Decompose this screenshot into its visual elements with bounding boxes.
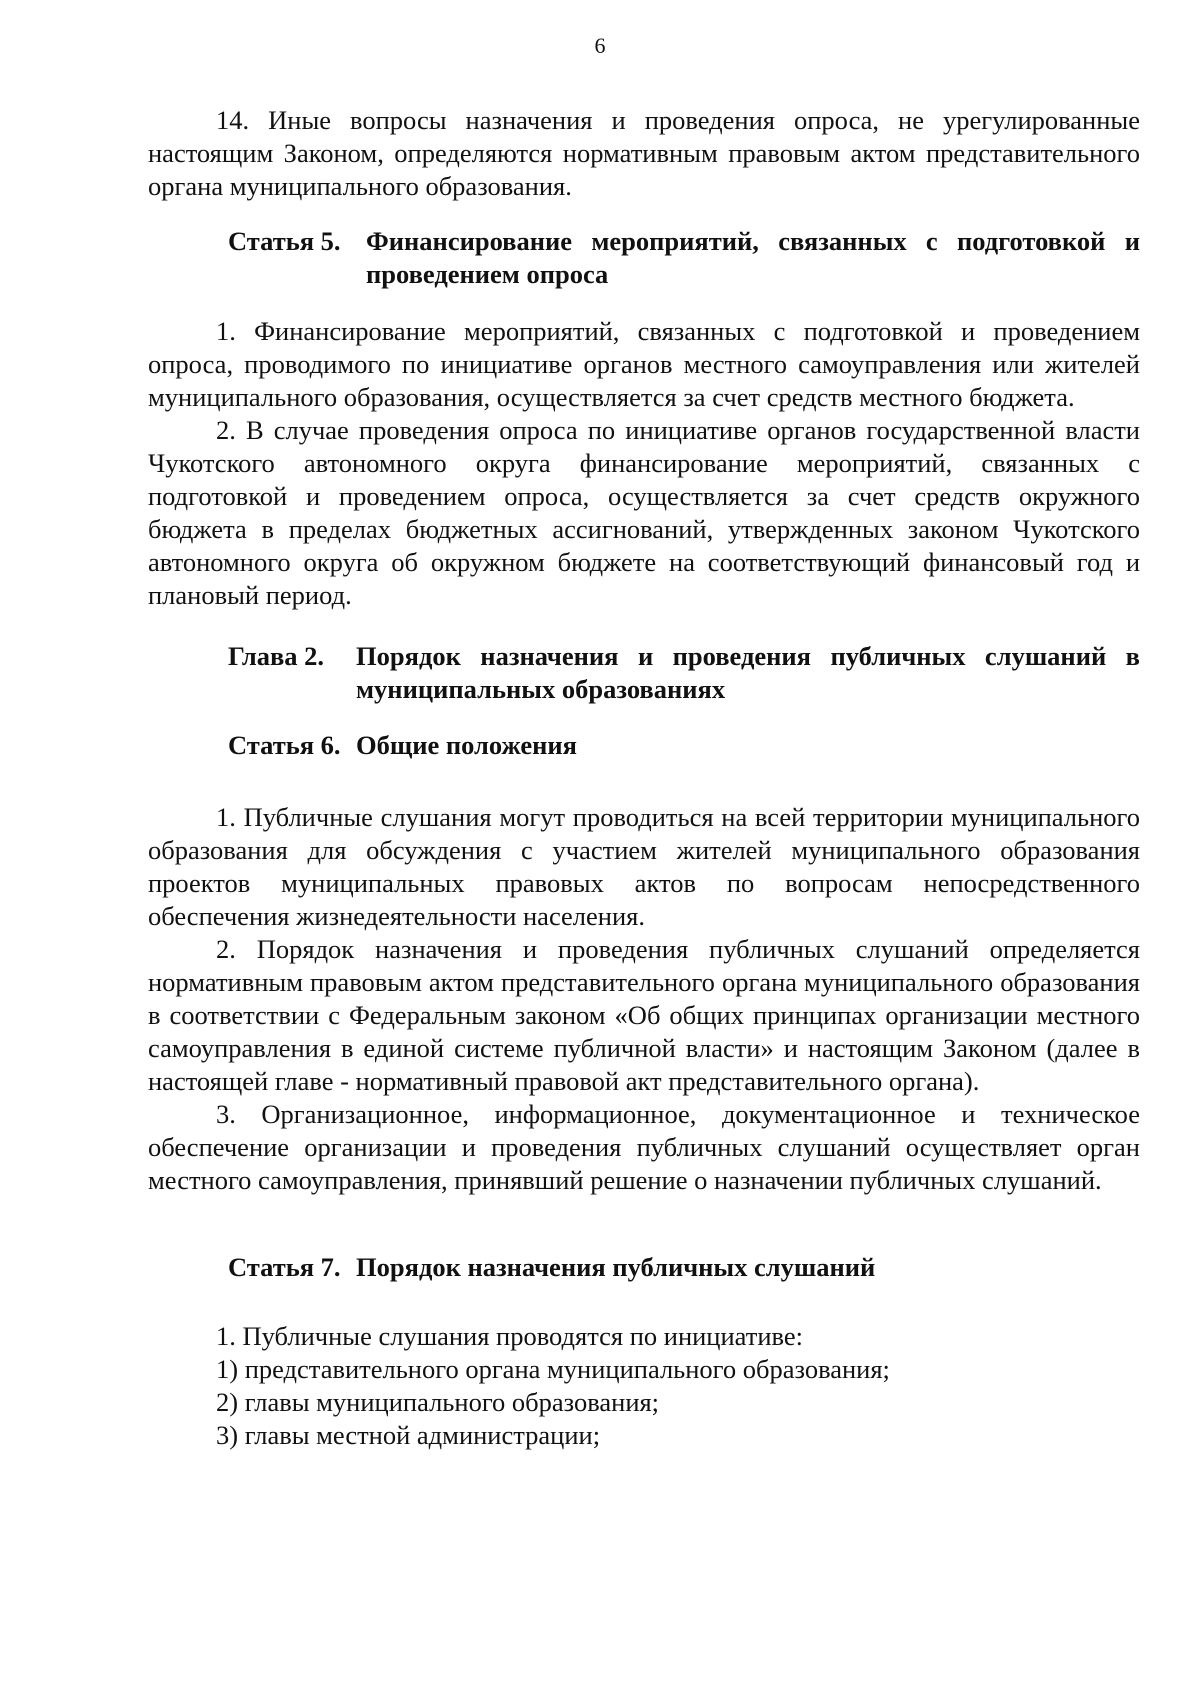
article-5-number: Статья 5.: [228, 226, 341, 256]
article-7-body: [148, 1320, 1140, 1452]
article-7-list-item: 3) главы местной администрации;: [216, 1420, 601, 1450]
article-7-list-item: 1) представительного органа муниципального образования;: [216, 1354, 890, 1384]
article-7-title: Порядок назначения публичных слушаний: [356, 1252, 876, 1282]
article-6-title: Общие положения: [356, 730, 578, 760]
article-6-paragraph-2: 2. Порядок назначения и проведения публичных слушаний определяется нормативным правовым актом представительного органа муниципального образования в соответствии с Федеральным законом «Об общих принципах организации местного самоуправления в единой системе публичной власти» и настоящим Законом (далее в настоящей главе - нормативный правовой акт представительного органа).: [148, 934, 1140, 1096]
article-6-heading: [228, 729, 1140, 762]
article-5-paragraph-1: 1. Финансирование мероприятий, связанных с подготовкой и проведением опроса, проводимого по инициативе органов местного самоуправления или жителей муниципального образования, осуществляется за счет средств местного бюджета.: [148, 316, 1140, 412]
chapter-2-heading: [228, 640, 1140, 706]
article-5-heading: [228, 225, 1140, 291]
article-6-body: [148, 801, 1140, 1197]
item-14-paragraph: 14. Иные вопросы назначения и проведения опроса, не урегулированные настоящим Законом, определяются нормативным правовым актом представительного органа муниципального образования.: [148, 105, 1140, 201]
article-6-paragraph-3: 3. Организационное, информационное, документационное и техническое обеспечение организации и проведения публичных слушаний осуществляет орган местного самоуправления, принявший решение о назначении публичных слушаний.: [148, 1099, 1140, 1195]
article-5-body: [148, 315, 1140, 612]
page-number: 6: [594, 33, 606, 58]
article-5-title: Финансирование мероприятий, связанных с подготовкой и проведением опроса: [366, 226, 1140, 289]
article-7-heading: [228, 1251, 1140, 1284]
article-7-number: Статья 7.: [228, 1252, 341, 1282]
article-6-paragraph-1: 1. Публичные слушания могут проводиться на всей территории муниципального образования для обсуждения с участием жителей муниципального образования проектов муниципальных правовых актов по вопросам непосредственного обеспечения жизнедеятельности населения.: [148, 802, 1140, 931]
chapter-2-number: Глава 2.: [228, 641, 325, 671]
article-7-list-item: 2) главы муниципального образования;: [216, 1387, 660, 1417]
article-5-paragraph-2: 2. В случае проведения опроса по инициативе органов государственной власти Чукотского автономного округа финансирование мероприятий, связанных с подготовкой и проведением опроса, осуществляется за счет средств окружного бюджета в пределах бюджетных ассигнований, утвержденных законом Чукотского автономного округа об окружном бюджете на соответствующий финансовый год и плановый период.: [148, 415, 1140, 610]
article-6-number: Статья 6.: [228, 730, 341, 760]
item-14-block: [148, 104, 1140, 203]
article-7-intro: 1. Публичные слушания проводятся по инициативе:: [216, 1321, 803, 1351]
chapter-2-title: Порядок назначения и проведения публичных слушаний в муниципальных образованиях: [356, 641, 1140, 704]
